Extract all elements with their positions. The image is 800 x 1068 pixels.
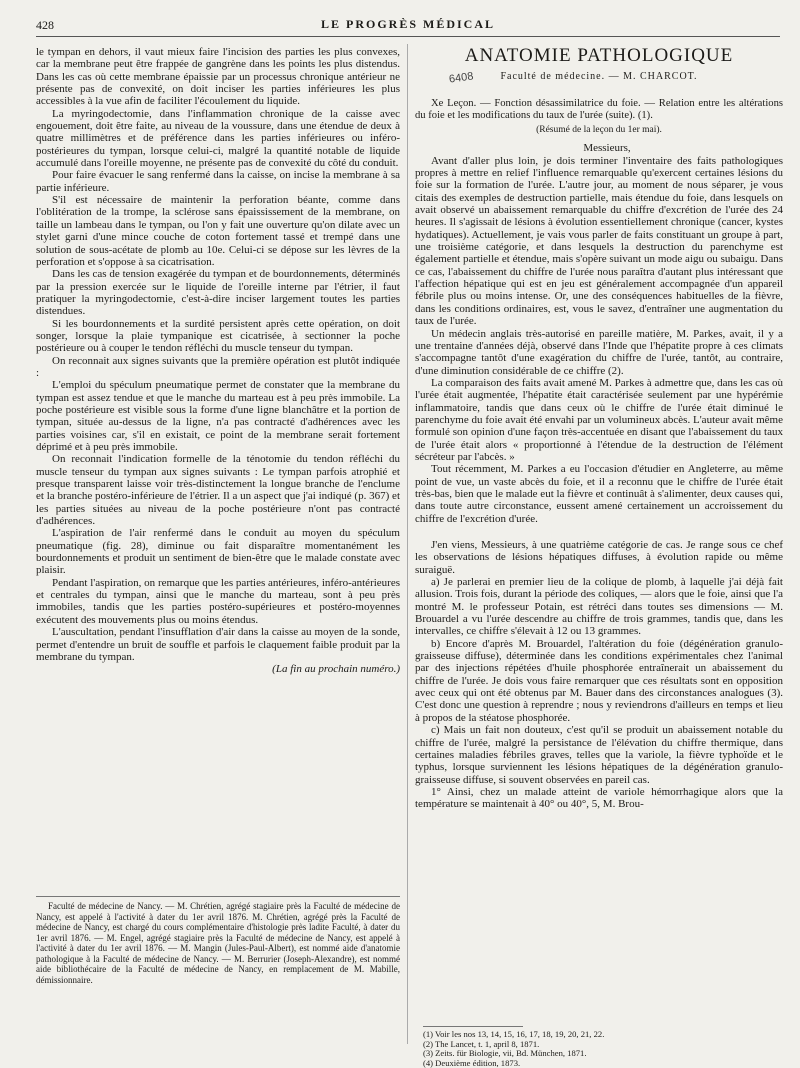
left-paragraph: L'aspiration de l'air renfermé dans le conduit au moyen du spéculum pneumatique (fig. 28), diminue ou fait disparaître momentanément les bourdonnements et produit un sentiment de bien-être que le malade constate avec plaisir.: [36, 527, 400, 577]
left-paragraph: L'auscultation, pendant l'insufflation d'air dans la caisse au moyen de la sonde, permet d'entendre un bruit de souffle et parfois le claquement faible produit par la membrane du tympan.: [36, 626, 400, 663]
footnote-rule: [423, 1026, 523, 1027]
lecon-heading: Xe Leçon. — Fonction désassimilatrice du foie. — Relation entre les altérations du foie et les modifications du taux de l'urée (suite). (1).: [415, 98, 783, 121]
library-stamp: 6408: [448, 70, 475, 86]
resume-note: (Résumé de la leçon du 1er mai).: [536, 125, 662, 135]
notice-rule: [36, 896, 400, 897]
faculty-line: Faculté de médecine. — M. CHARCOT.: [500, 71, 698, 82]
right-paragraph: La comparaison des faits avait amené M. Parkes à admettre que, dans les cas où l'urée était augmentée, l'hépatite était caractérisée seulement par une hypérémie inflammatoire, tandis que dans ceux où le chiffre de l'urée était diminué le parenchyme du foie avait été envahi par un volumineux abcès. L'auteur avait même formulé son opinion d'une façon très-accentuée en disant que l'abaissement du taux de l'urée était alors « proportionné à l'étendue de la destruction de l'élément sécréteur par l'abcès. »: [415, 376, 783, 463]
page-header: [36, 16, 780, 34]
right-paragraph: Tout récemment, M. Parkes a eu l'occasion d'étudier en Angleterre, au même point de vue, un vaste abcès du foie, et il a reconnu que le chiffre de l'urée était très-bas, bien que le malade eut la fièvre et continuât à s'alimenter, deux causes qui, dans toute autre circonstance, eussent amené certainement un accroissement du chiffre de l'excrétion d'urée.: [415, 463, 783, 525]
faculty-notice: [36, 901, 400, 985]
footnote: (4) Deuxième édition, 1873.: [423, 1057, 521, 1068]
page-number: 428: [36, 18, 54, 32]
notice-text: Faculté de médecine de Nancy. — M. Chrétien, agrégé stagiaire près la Faculté de médecine de Nancy, est appelé à l'activité à dater du 1er avril 1876. M. Chrétien, agrégé près la Faculté de médecine de Nancy, est chargé du cours complémentaire d'histologie près ladite Faculté, à dater du 1er avril 1876. — M. Engel, agrégé stagiaire près la Faculté de médecine de Nancy, est appelé à l'activité à dater du 1er avril 1876. — M. Mangin (Jules-Paul-Albert), est nommé aide d'anatomie pathologique à la Faculté de médecine de Nancy. — M. Berrurier (Joseph-Alexandre), est nommé aide bibliothécaire de la Faculté de médecine de Nancy, en remplacement de M. Mabille, démissionnaire.: [36, 901, 400, 985]
left-paragraph: Pour faire évacuer le sang renfermé dans la caisse, on incise la membrane à sa partie inférieure.: [36, 169, 400, 194]
left-paragraph: La myringodectomie, dans l'inflammation chronique de la caisse avec engouement, doit être faite, au niveau de la voussure, dans une étendue de deux à quatre millimètres et de préférence dans les parties inférieures ou inféro-postérieures du tympan, lorsque celui-ci, malgré la quantité notable de liquide accumulé dans l'oreille moyenne, ne présente pas de convexité du côté du conduit.: [36, 107, 400, 170]
footnote: (3) Zeits. für Biologie, vii, Bd. München, 1871.: [423, 1048, 587, 1059]
column-divider: [407, 44, 408, 1044]
section-title: ANATOMIE PATHOLOGIQUE: [464, 45, 734, 66]
footnote: (1) Voir les nos 13, 14, 15, 16, 17, 18, 19, 20, 21, 22.: [423, 1029, 605, 1039]
right-paragraph: a) Je parlerai en premier lieu de la colique de plomb, à laquelle j'ai déjà fait allusion. Trois fois, durant la période des coliques, — alors que le foie, ainsi que l'a montré M. le professeur Potain, est rétréci dans toutes ses dimensions — M. Brouardel a vu l'urée descendre au chiffre de trois grammes, tandis que, dans les intervalles, ce chiffre s'élevait à 12 ou 13 grammes.: [415, 576, 783, 638]
salutation: Messieurs,: [583, 142, 631, 155]
left-paragraph: Dans les cas de tension exagérée du tympan et de bourdonnements, déterminés par la pression exercée sur le liquide de l'oreille interne par l'étrier, il faut pratiquer la myringodectomie, c'est-à-dire inciser largement toutes les parties distendues.: [36, 268, 400, 318]
right-paragraph: J'en viens, Messieurs, à une quatrième catégorie de cas. Je range sous ce chef les observations de lésions hépatiques diffuses, à évolution rapide ou même suraiguë.: [415, 539, 783, 576]
section-gap: [415, 525, 783, 539]
right-paragraph: c) Mais un fait non douteux, c'est qu'il se produit un abaissement notable du chiffre de l'urée, malgré la persistance de l'élévation du chiffre thermique, dans certaines maladies fébriles graves, telles que la variole, la fièvre typhoïde et le typhus, lorsque surviennent les lésions hépatiques de la dégénération granulo-graisseuse diffuse, si souvent observées en pareil cas.: [415, 724, 783, 786]
journal-title: LE PROGRÈS MÉDICAL: [320, 17, 496, 31]
left-paragraph: S'il est nécessaire de maintenir la perforation béante, comme dans l'oblitération de la trompe, la sclérose sans épaississement de la membrane, on taille un lambeau dans le tympan, ou l'on y fait une ouverture qu'on dilate avec un stylet garni d'une mince couche de coton fortement tassé et trempé dans une solution de sous-acétate de plomb au 10e. Celui-ci se dépose sur les lèvres de la perforation et s'oppose à sa cicatrisation.: [36, 194, 400, 268]
left-paragraph: Si les bourdonnements et la surdité persistent après cette opération, on doit songer, lorsque la plaie tympanique est cicatrisée, à sectionner la poche postérieure ou à couper le tendon réfléchi du muscle tenseur du tympan.: [36, 317, 400, 355]
continuation-note: (La fin au prochain numéro.): [272, 663, 400, 676]
right-paragraph: b) Encore d'après M. Brouardel, l'altération du foie (dégénération granulo-graisseuse diffuse), déterminée dans les conditions expérimentales chez l'animal par des injections répétées d'huile phosphorée entraînerait un abaissement du chiffre de l'urée. Je dois vous faire remarquer que ces résultats sont en opposition avec ceux qui ont été obtenus par M. Bauer dans des circonstances analogues (3). C'est donc une question à reprendre ; nous y reviendrons d'ailleurs en temps et lieu à propos de la stéatose phosphorée.: [415, 637, 783, 724]
right-paragraph: Avant d'aller plus loin, je dois terminer l'inventaire des faits pathologiques propres à mettre en relief l'influence remarquable qu'exercent certaines lésions du foie sur la formation de l'urée. L'autre jour, au moment de nous séparer, je vous citais des exemples de destruction partielle, mais étendue du foie, dans lesquels on avait observé un abaissement remarquable du chiffre d'excrétion de l'urée des 24 heures. Il s'agissait de lésions à évolution essentiellement chronique (cancer, kystes hydatiques). Actuellement, je vais vous parler de faits constituant un groupe à part, une troisième catégorie, et dans lesquels la destruction du parenchyme est également partielle et étendue, mais s'opère suivant un mode aigu ou subaigu. Dans ce cas, l'abaissement du chiffre de l'urée nous paraîtra d'autant plus intéressant que l'affection hépatique qui est en jeu est généralement accompagnée d'un appareil fébrile plus ou moins intense. Or, une des conséquences habituelles de la fièvre, dans les conditions ordinaires, est, vous le savez, d'entraîner une augmentation du taux de l'urée.: [415, 154, 783, 328]
left-column: [36, 46, 400, 676]
footnotes: [423, 1030, 783, 1068]
left-paragraph: le tympan en dehors, il vaut mieux faire l'incision des parties les plus convexes, car la membrane peut être frappée de gangrène dans les points les plus distendus. Dans les cas où cette membrane épaissie par un processus chronique antérieur ne présente pas de convexité, on doit inciser les parties inférieures les plus accessibles à la vue afin de faciliter l'écoulement du liquide.: [36, 46, 400, 108]
left-paragraph: L'emploi du spéculum pneumatique permet de constater que la membrane du tympan est assez tendue et que le manche du marteau est à peu près immobile. La poche postérieure est visible sous la forme d'une ligne blanchâtre et la portion de tympan, située au-dessus de la ligne, n'a pas contracté d'adhérences avec les parties voisines car, s'il en existait, ce point de la membrane serait fortement déprimé et à peu près immobile.: [36, 379, 400, 453]
right-paragraph: Un médecin anglais très-autorisé en pareille matière, M. Parkes, avait, il y a une trentaine d'années déjà, observé dans l'Inde que l'hépatite propre à ces climats s'accompagne tantôt d'une exagération du chiffre de l'urée, tantôt, au contraire, d'une diminution considérable de ce chiffre (2).: [415, 327, 783, 377]
footnote: (2) The Lancet, t. 1, april 8, 1871.: [423, 1038, 540, 1049]
right-column: [415, 44, 783, 811]
right-paragraph: 1° Ainsi, chez un malade atteint de variole hémorrhagique alors que la température se maintenait à 40° ou 40°, 5, M. Brou-: [415, 785, 783, 811]
left-paragraph: On reconnait l'indication formelle de la ténotomie du tendon réfléchi du muscle tenseur du tympan aux signes suivants : Le tympan parfois atrophié et presque transparent laisse voir très-distinctement la longue branche de l'enclume et la branche postéro-inférieure de l'étrier. Il a un aspect que j'ai indiqué (p. 367) et les parties situées au niveau de la poche postérieure n'ont pas contracté d'adhérences.: [36, 453, 400, 528]
header-rule: [36, 36, 780, 37]
left-paragraph: On reconnait aux signes suivants que la première opération est plutôt indiquée :: [36, 354, 400, 379]
left-paragraph: Pendant l'aspiration, on remarque que les parties antérieures, inféro-antérieures et centrales du tympan, ainsi que le manche du marteau, sont à peu près immobiles, tandis que les parties postéro-supérieures et postéro-moyennes exécutent des mouvements plus ou moins étendus.: [36, 576, 400, 626]
